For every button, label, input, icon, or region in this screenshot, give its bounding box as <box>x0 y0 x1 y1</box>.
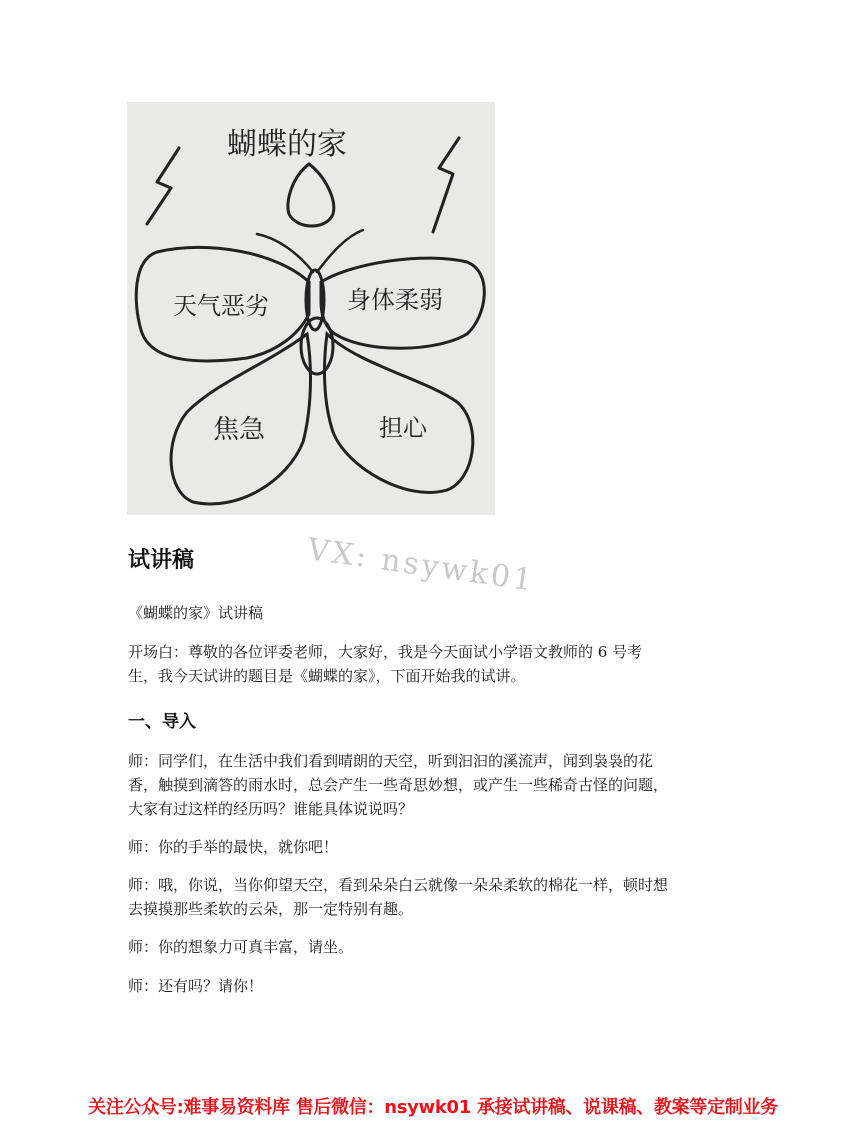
butterfly-drawing <box>127 102 495 515</box>
paragraph-3-line-1: 师：哦，你说，当你仰望天空，看到朵朵白云就像一朵朵柔软的棉花一样，顿时想 <box>128 876 669 894</box>
wing-label-upper-right: 身体柔弱 <box>347 286 443 314</box>
paragraph-1-line-3: 大家有过这样的经历吗？谁能具体说说吗？ <box>128 800 414 818</box>
footer-banner: 关注公众号:难事易资料库 售后微信：nsywk01 承接试讲稿、说课稿、教案等定制业务 <box>88 1097 778 1118</box>
paragraph-1-line-1: 师：同学们，在生活中我们看到晴朗的天空，听到汩汩的溪流声，闻到袅袅的花 <box>128 752 654 770</box>
paragraph-1-line-2: 香，触摸到滴答的雨水时，总会产生一些奇思妙想，或产生一些稀奇古怪的问题， <box>128 776 669 794</box>
left-lightning <box>147 148 179 224</box>
butterfly-abdomen <box>301 318 333 374</box>
opening-line-1: 开场白：尊敬的各位评委老师，大家好，我是今天面试小学语文教师的 6 号考 <box>128 643 643 661</box>
butterfly-drawing-svg <box>127 102 495 515</box>
wing-label-lower-left: 焦急 <box>213 415 266 445</box>
subtitle: 《蝴蝶的家》试讲稿 <box>128 604 264 622</box>
paragraph-2: 师：你的手举的最快，就你吧！ <box>128 838 339 856</box>
butterfly-head <box>288 164 334 226</box>
wing-label-upper-left: 天气恶劣 <box>173 292 269 320</box>
document-title: 试讲稿 <box>128 548 195 573</box>
paragraph-4: 师：你的想象力可真丰富，请坐。 <box>128 938 354 956</box>
right-antenna <box>317 230 363 272</box>
figure-title: 蝴蝶的家 <box>227 127 347 162</box>
paragraph-5: 师：还有吗？请你！ <box>128 977 264 995</box>
paragraph-3-line-2: 去摸摸那些柔软的云朵，那一定特别有趣。 <box>128 900 414 918</box>
watermark: VX: nsywk01 <box>305 532 538 599</box>
right-lightning <box>433 138 459 232</box>
opening-line-2: 生，我今天试讲的题目是《蝴蝶的家》，下面开始我的试讲。 <box>128 667 526 685</box>
wing-label-lower-right: 担心 <box>379 414 427 442</box>
section-heading-intro: 一、导入 <box>128 712 196 732</box>
